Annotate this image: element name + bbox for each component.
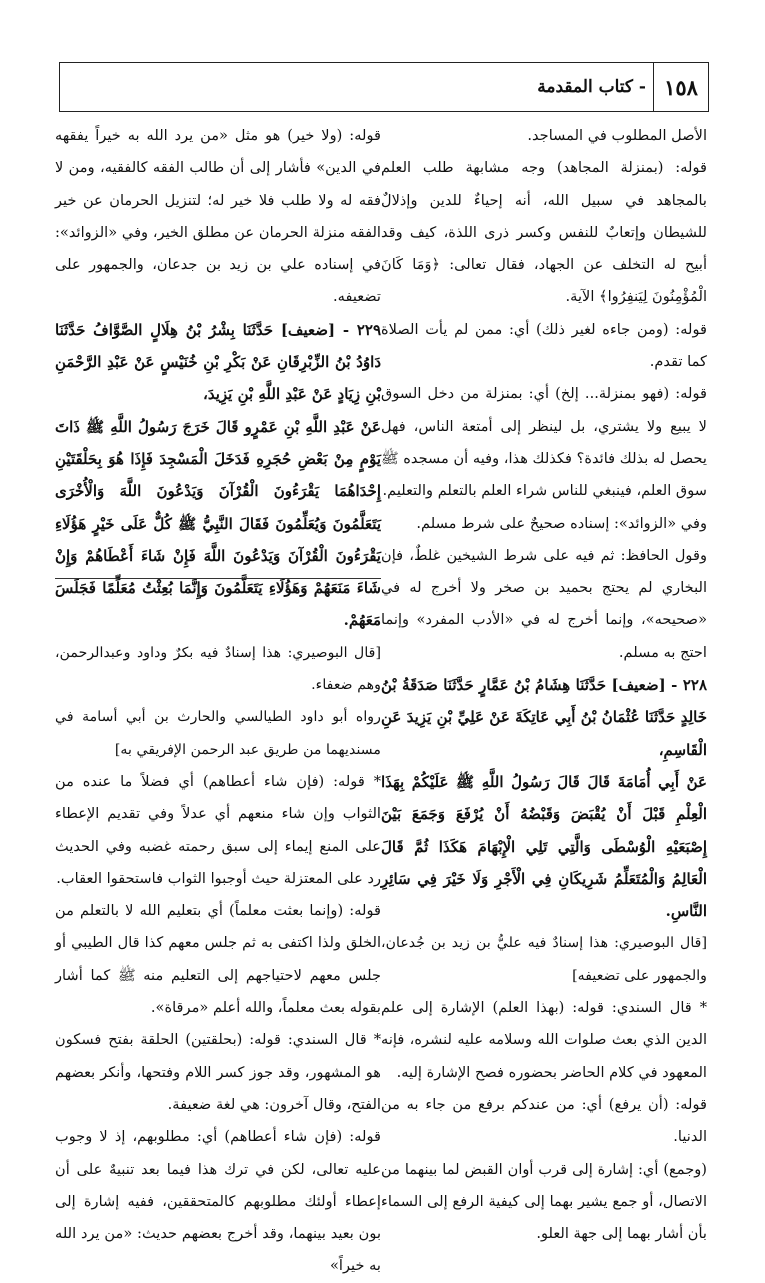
commentary: (وجمع) أي: إشارة إلى قرب أوان القبض لما بينهما من الاتصال، أو جمع يشير بهما إلى كيفية الرفع إلى السماء بأن أشار بهما إلى جهة العلو. bbox=[381, 1160, 707, 1243]
commentary: قوله: (فإن شاء أعطاهم) أي: مطلوبهم، إذ لا وجوب عليه تعالى، لكن في ترك هذا فيما بعد تنبيهٌ على أن إعطاء أولئك مطلوبهم كالمتحققين، ففيه إشارة إلى بون بعيد بينهما، وقد أخرج بعضهم حديث: «من يرد الله به خيراً» bbox=[55, 1128, 381, 1275]
commentary: * قوله: (فإن شاء أعطاهم) أي فضلاً ما عنده من الثواب وإن شاء منعهم أي عدلاً وفي تقديم الإعطاء على المنع إيماء إلى سبق رحمته غضبه وفي الحديث رد على المعتزلة حيث أوجبوا الثواب فاستحقوا العقاب. bbox=[55, 772, 381, 887]
paragraph: الأصل المطلوب في المساجد. bbox=[527, 127, 707, 144]
paragraph: قوله: (ومن جاءه لغير ذلك) أي: ممن لم يأت الصلاة كما تقدم. bbox=[381, 320, 707, 371]
paragraph: قوله: (فهو بمنزلة... إلخ) أي: بمنزلة من دخل السوق لا يبيع ولا يشتري، بل لينظر إلى أمتعة الناس، فهل يحصل له بذلك فائدة؟ فكذلك هذا، وفيه أن مسجده ﷺ سوق العلم، فينبغي للناس شراء العلم بالتعلم والتعليم. bbox=[381, 385, 707, 500]
editor-note: [قال البوصيري: هذا إسنادٌ فيه بكرٌ وداود وعبدالرحمن، وهم ضعفاء. bbox=[55, 644, 381, 694]
editor-note: رواه أبو داود الطيالسي والحارث بن أبي أسامة في مسنديهما من طريق عبد الرحمن الإفريقي به] bbox=[55, 709, 381, 758]
hadith-isnad: ٢٢٨ - [ضعيف] حَدَّثَنَا هِشَامُ بْنُ عَمَّارٍ حَدَّثَنَا صَدَقَةُ بْنُ خَالِدٍ حَدَّثَنَا عُثْمَانُ بْنُ أَبِي عَاتِكَةَ عَنْ عَلِيِّ بْنِ يَزِيدَ عَنِ الْقَاسِمِ، bbox=[381, 676, 707, 759]
page-number: ١٥٨ bbox=[653, 63, 708, 111]
right-column bbox=[381, 120, 707, 1243]
paragraph: قوله: (بمنزلة المجاهد) وجه مشابهة طلب العلم بالمجاهد في سبيل الله، أنه إحياءٌ للدين وإذلالٌ للشيطان وإتعابٌ للنفس وكسر ذرى اللذة، كيف وقد أبيح له التخلف عن الجهاد، فقال تعالى: ﴿وَمَا كَانَ الْمُؤْمِنُونَ لِيَنفِرُوا﴾ الآية. bbox=[381, 159, 707, 306]
commentary: * قال السندي: قوله: (بهذا العلم) الإشارة إلى علم الدين الذي بعث صلوات الله وسلامه عليه لنشره، فإنه المعهود في كلام الحاضر بحضوره فصح الإشارة إليه. bbox=[381, 999, 707, 1081]
left-column bbox=[55, 120, 381, 1275]
hadith-isnad: ٢٢٩ - [ضعيف] حَدَّثَنَا بِشْرُ بْنُ هِلَالٍ الصَّوَّافُ حَدَّثَنَا دَاوُدُ بْنُ الزِّبْرِقَانِ عَنْ بَكْرِ بْنِ خُنَيْسٍ عَنْ عَبْدِ الرَّحْمَنِ بْنِ زِيَادٍ عَنْ عَبْدِ اللَّهِ بْنِ يَزِيدَ، bbox=[55, 320, 381, 404]
paragraph: وفي «الزوائد»: إسناده صحيحٌ على شرط مسلم. bbox=[416, 514, 707, 532]
editor-note: [قال البوصيري: هذا إسنادٌ فيه عليُّ بن زيد بن جُدعان، والجمهور على تضعيفه] bbox=[381, 935, 707, 984]
commentary: * قال السندي: قوله: (بحلقتين) الحلقة بفتح فسكون هو المشهور، وقد جوز كسر اللام وفتحها، وأنكر بعضهم الفتح، وقال آخرون: هي لغة ضعيفة. bbox=[55, 1031, 381, 1113]
separator-line bbox=[55, 578, 381, 579]
page-header bbox=[59, 62, 709, 112]
book-title: - كتاب المقدمة bbox=[537, 77, 646, 97]
hadith-text: عَنْ أَبِي أُمَامَةَ قَالَ قَالَ رَسُولُ اللَّهِ ﷺ عَلَيْكُمْ بِهَذَا الْعِلْمِ قَبْلَ أَنْ يُقْبَضَ وَقَبْضُهُ أَنْ يُرْفَعَ وَجَمَعَ بَيْنَ إِصْبَعَيْهِ الْوُسْطَى وَالَّتِي تَلِي الْإِبْهَامَ هَكَذَا ثُمَّ قَالَ الْعَالِمُ وَالْمُتَعَلِّمُ شَرِيكَانِ فِي الْأَجْرِ وَلَا خَيْرَ فِي سَائِرِ النَّاسِ. bbox=[381, 772, 707, 921]
commentary: قوله: (أن يرفع) أي: من عندكم برفع من جاء به من الدنيا. bbox=[381, 1095, 707, 1146]
commentary: قوله: (وإنما بعثت معلماً) أي بتعليم الله لا بالتعلم من الخلق ولذا اكتفى به ثم جلس معهم كذا قال الطيبي أو جلس معهم لاحتياجهم إلى التعليم منه ﷺ كما أشار بقوله بعث معلماً، والله أعلم «مرقاة». bbox=[55, 902, 381, 1017]
paragraph: قوله: (ولا خير) هو مثل «من يرد الله به خيراً يفقهه في الدين» فأشار إلى أن طالب الفقه كالفقيه، ومن لا فقه له ولا طلب فلا خير له؛ لتنزيل الحرمان عن خير الفقه منزلة الحرمان عن مطلق الخير، وفي «الزوائد»: في إسناده علي بن زيد بن جدعان، والجمهور على تضعيفه. bbox=[55, 127, 381, 306]
hadith-text: عَنْ عَبْدِ اللَّهِ بْنِ عَمْرٍو قَالَ خَرَجَ رَسُولُ اللَّهِ ﷺ ذَاتَ يَوْمٍ مِنْ بَعْضِ حُجَرِهِ فَدَخَلَ الْمَسْجِدَ فَإِذَا هُوَ بِحَلْقَتَيْنِ إِحْدَاهُمَا يَقْرَءُونَ الْقُرْآنَ وَيَدْعُونَ اللَّهَ وَالْأُخْرَى يَتَعَلَّمُونَ وَيُعَلِّمُونَ فَقَالَ النَّبِيُّ ﷺ كُلٌّ عَلَى خَيْرٍ هَؤُلَاءِ يَقْرَءُونَ الْقُرْآنَ وَيَدْعُونَ اللَّهَ فَإِنْ شَاءَ أَعْطَاهُمْ وَإِنْ شَاءَ مَنَعَهُمْ وَهَؤُلَاءِ يَتَعَلَّمُونَ وَإِنَّمَا بُعِثْتُ مُعَلِّمًا فَجَلَسَ مَعَهُمْ. bbox=[55, 417, 381, 630]
paragraph: وقول الحافظ: ثم فيه على شرط الشيخين غلطٌ، فإن البخاري لم يحتج بحميد بن صخر ولا أخرج له في «صحيحه»، وإنما أخرج له في «الأدب المفرد» وإنما احتج به مسلم. bbox=[381, 546, 707, 661]
